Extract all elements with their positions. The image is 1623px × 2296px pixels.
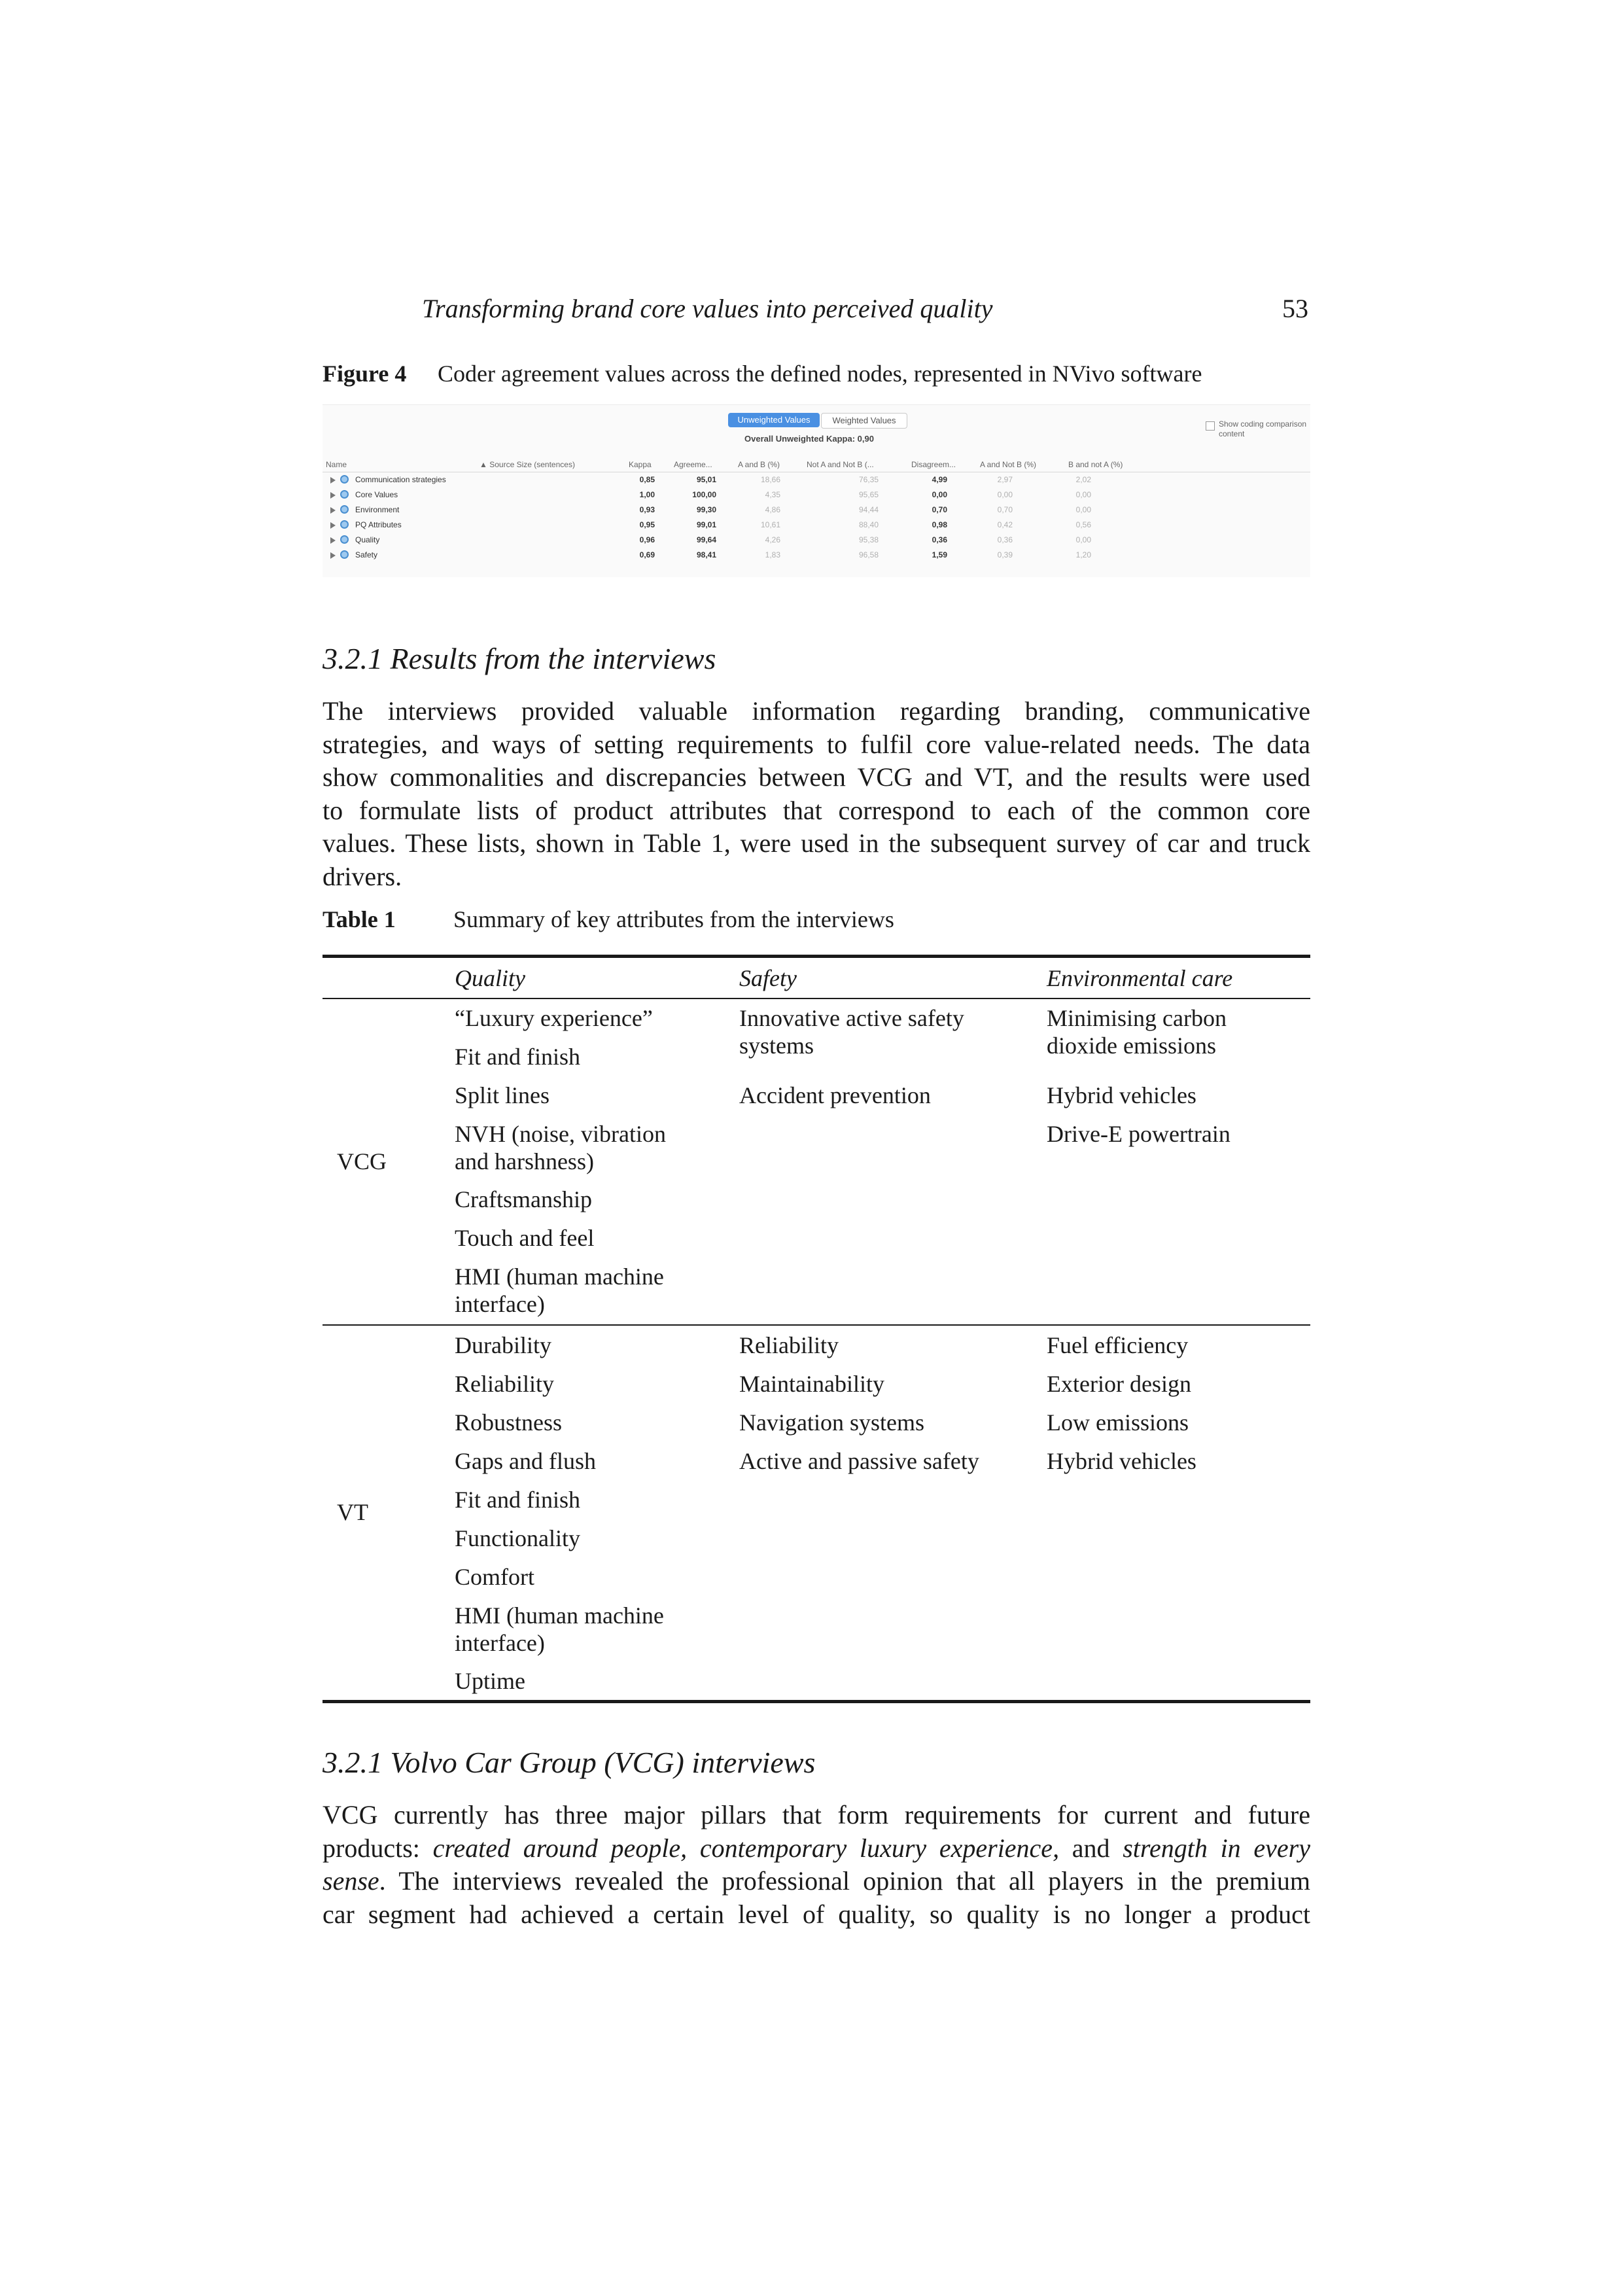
table-row[interactable] xyxy=(323,533,1147,548)
tab-weighted-values[interactable]: Weighted Values xyxy=(821,413,907,429)
table-row[interactable] xyxy=(323,518,1147,533)
row-name: Core Values xyxy=(355,490,398,499)
table-cell: Active and passive safety xyxy=(739,1448,979,1474)
table-cell: HMI (human machine xyxy=(455,1602,664,1629)
text-run-italic: created around people, contemporary luxury experience, xyxy=(432,1833,1060,1863)
row-name: Quality xyxy=(355,535,380,544)
paragraph-line: show commonalities and discrepancies between VCG and VT, and the results were used xyxy=(323,762,1310,792)
disclosure-triangle-icon[interactable] xyxy=(330,507,336,514)
node-icon xyxy=(340,490,349,499)
show-coding-label: Show coding comparison content xyxy=(1219,419,1307,438)
row-a-and-b: 4,35 xyxy=(765,490,780,499)
table-cell: and harshness) xyxy=(455,1148,594,1174)
table-header-environmental-care: Environmental care xyxy=(1047,965,1233,991)
page-number: 53 xyxy=(1282,294,1308,323)
node-icon xyxy=(340,475,349,484)
table-bottom-rule xyxy=(323,1700,1310,1703)
paragraph-vcg xyxy=(323,1799,1310,1931)
table-row[interactable] xyxy=(323,488,1147,503)
table-cell: Uptime xyxy=(455,1668,525,1694)
row-a-and-b: 18,66 xyxy=(760,475,780,484)
table-header-safety: Safety xyxy=(739,965,797,991)
table-row[interactable] xyxy=(323,473,1147,487)
node-icon xyxy=(340,520,349,529)
table-cell: Fuel efficiency xyxy=(1047,1332,1189,1358)
table-cell: interface) xyxy=(455,1630,545,1656)
col-a-not-b[interactable]: A and Not B (%) xyxy=(980,460,1037,469)
disclosure-triangle-icon[interactable] xyxy=(330,522,336,529)
row-a-not-b: 0,70 xyxy=(997,505,1013,514)
table-cell: Fit and finish xyxy=(455,1487,581,1513)
row-agreement: 98,41 xyxy=(696,550,716,559)
row-agreement: 99,01 xyxy=(696,520,716,529)
text-run-italic: strength in every xyxy=(1123,1833,1310,1863)
row-a-and-b: 4,26 xyxy=(765,535,780,544)
table-cell: Durability xyxy=(455,1332,551,1358)
text-run: . The interviews revealed the professional opinion that all players in the premium xyxy=(379,1866,1310,1896)
table-cell: Exterior design xyxy=(1047,1371,1191,1397)
row-disagreement: 4,99 xyxy=(932,475,947,484)
section-heading-results: 3.2.1 Results from the interviews xyxy=(323,642,716,675)
row-not-a-not-b: 94,44 xyxy=(858,505,879,514)
table-cell: Maintainability xyxy=(739,1371,884,1397)
table-header-quality: Quality xyxy=(455,965,525,991)
paragraph-line: VCG currently has three major pillars that form requirements for current and future xyxy=(323,1800,1310,1829)
table-cell: Touch and feel xyxy=(455,1225,595,1251)
paragraph-line: strategies, and ways of setting requirements to fulfil core value-related needs. The data xyxy=(323,729,1310,759)
table-cell: Hybrid vehicles xyxy=(1047,1448,1196,1474)
table-group-rule xyxy=(323,1324,1310,1326)
col-source-size-label: Source Size (sentences) xyxy=(489,460,575,469)
table-cell: Drive-E powertrain xyxy=(1047,1121,1230,1147)
row-not-a-not-b: 95,65 xyxy=(858,490,879,499)
row-not-a-not-b: 88,40 xyxy=(858,520,879,529)
table-label: Table 1 xyxy=(323,906,396,932)
row-not-a-not-b: 76,35 xyxy=(858,475,879,484)
overall-kappa: Overall Unweighted Kappa: 0,90 xyxy=(744,434,874,444)
table-row[interactable] xyxy=(323,503,1147,518)
paragraph-line: The interviews provided valuable information regarding branding, communicative xyxy=(323,696,1310,726)
section-heading-vcg-interviews: 3.2.1 Volvo Car Group (VCG) interviews xyxy=(323,1746,816,1779)
paragraph-line: car segment had achieved a certain level of quality, so quality is no longer a product xyxy=(323,1899,1310,1929)
text-run: products: xyxy=(323,1833,433,1863)
table-cell: Fit and finish xyxy=(455,1044,581,1070)
table-cell: Innovative active safety xyxy=(739,1005,964,1031)
row-agreement: 100,00 xyxy=(692,490,716,499)
table-cell: Hybrid vehicles xyxy=(1047,1082,1196,1108)
row-kappa: 0,96 xyxy=(639,535,655,544)
figure-label: Figure 4 xyxy=(323,361,407,387)
row-kappa: 0,93 xyxy=(639,505,655,514)
row-disagreement: 0,70 xyxy=(932,505,947,514)
paragraph-line xyxy=(323,1832,1310,1865)
col-kappa[interactable]: Kappa xyxy=(629,460,652,469)
table-header-rule xyxy=(323,998,1310,999)
row-disagreement: 0,98 xyxy=(932,520,947,529)
row-disagreement: 1,59 xyxy=(932,550,947,559)
paragraph-line: values. These lists, shown in Table 1, were used in the subsequent survey of car and truck xyxy=(323,828,1310,858)
table-row[interactable] xyxy=(323,548,1147,563)
disclosure-triangle-icon[interactable] xyxy=(330,477,336,484)
row-a-not-b: 0,39 xyxy=(997,550,1013,559)
row-name: Environment xyxy=(355,505,400,514)
table-cell: Craftsmanship xyxy=(455,1186,592,1212)
table-cell: dioxide emissions xyxy=(1047,1033,1216,1059)
row-kappa: 1,00 xyxy=(639,490,655,499)
table-caption-text: Summary of key attributes from the interviews xyxy=(453,906,894,932)
table-cell: Low emissions xyxy=(1047,1409,1189,1436)
row-b-not-a: 2,02 xyxy=(1075,475,1091,484)
table-caption xyxy=(323,906,894,933)
table-cell: HMI (human machine xyxy=(455,1263,664,1290)
group-label-vt: VT xyxy=(337,1499,368,1525)
row-disagreement: 0,00 xyxy=(932,490,947,499)
paragraph-line xyxy=(323,1865,1310,1898)
row-name: Communication strategies xyxy=(355,475,446,484)
row-disagreement: 0,36 xyxy=(932,535,947,544)
row-kappa: 0,69 xyxy=(639,550,655,559)
row-b-not-a: 0,00 xyxy=(1075,490,1091,499)
table-cell: Minimising carbon xyxy=(1047,1005,1227,1031)
row-a-not-b: 0,42 xyxy=(997,520,1013,529)
table-cell: interface) xyxy=(455,1291,545,1317)
table-cell: Functionality xyxy=(455,1525,580,1551)
text-run-italic: sense xyxy=(323,1866,379,1896)
row-a-not-b: 2,97 xyxy=(997,475,1013,484)
tab-unweighted-values[interactable]: Unweighted Values xyxy=(728,413,820,427)
nvivo-screenshot xyxy=(323,404,1310,577)
row-b-not-a: 1,20 xyxy=(1075,550,1091,559)
table-cell: systems xyxy=(739,1033,814,1059)
table-cell: Reliability xyxy=(739,1332,839,1358)
table-cell: Comfort xyxy=(455,1564,534,1590)
row-b-not-a: 0,00 xyxy=(1075,535,1091,544)
table-cell: Gaps and flush xyxy=(455,1448,596,1474)
row-not-a-not-b: 95,38 xyxy=(858,535,879,544)
col-b-not-a[interactable]: B and not A (%) xyxy=(1068,460,1123,469)
table-top-rule xyxy=(323,955,1310,958)
row-a-and-b: 10,61 xyxy=(760,520,780,529)
group-label-vcg: VCG xyxy=(337,1148,387,1174)
disclosure-triangle-icon[interactable] xyxy=(330,537,336,544)
row-b-not-a: 0,56 xyxy=(1075,520,1091,529)
disclosure-triangle-icon[interactable] xyxy=(330,492,336,499)
table-cell: Split lines xyxy=(455,1082,550,1108)
row-a-and-b: 4,86 xyxy=(765,505,780,514)
paragraph-line: to formulate lists of product attributes that correspond to each of the common core xyxy=(323,795,1310,825)
table-cell: Robustness xyxy=(455,1409,563,1436)
row-kappa: 0,85 xyxy=(639,475,655,484)
disclosure-triangle-icon[interactable] xyxy=(330,552,336,559)
table-cell: Accident prevention xyxy=(739,1082,931,1108)
show-coding-checkbox[interactable] xyxy=(1206,421,1215,431)
row-name: PQ Attributes xyxy=(355,520,402,529)
col-disagreement[interactable]: Disagreem... xyxy=(911,460,956,469)
table-cell: “Luxury experience” xyxy=(455,1005,653,1031)
table-header xyxy=(323,459,1310,472)
row-a-not-b: 0,36 xyxy=(997,535,1013,544)
paragraph-results xyxy=(323,695,1310,893)
running-header-title: Transforming brand core values into perceived quality xyxy=(422,294,993,323)
paragraph-line: drivers. xyxy=(323,861,402,891)
figure-caption-text: Coder agreement values across the defined nodes, represented in NVivo software xyxy=(438,361,1202,387)
row-a-and-b: 1,83 xyxy=(765,550,780,559)
row-agreement: 95,01 xyxy=(696,475,716,484)
col-a-and-b[interactable]: A and B (%) xyxy=(738,460,780,469)
col-agreement[interactable]: Agreeme... xyxy=(674,460,712,469)
col-source-size[interactable]: ▲ Source Size (sentences) xyxy=(480,460,575,469)
node-icon xyxy=(340,550,349,559)
table-cell: NVH (noise, vibration xyxy=(455,1121,666,1147)
node-icon xyxy=(340,535,349,544)
row-agreement: 99,64 xyxy=(696,535,716,544)
row-a-not-b: 0,00 xyxy=(997,490,1013,499)
figure-caption xyxy=(323,360,1202,387)
row-not-a-not-b: 96,58 xyxy=(858,550,879,559)
row-b-not-a: 0,00 xyxy=(1075,505,1091,514)
row-kappa: 0,95 xyxy=(639,520,655,529)
table-cell: Reliability xyxy=(455,1371,554,1397)
node-icon xyxy=(340,505,349,514)
col-not-a-not-b[interactable]: Not A and Not B (... xyxy=(807,460,874,469)
row-name: Safety xyxy=(355,550,378,559)
col-name[interactable]: Name xyxy=(326,460,347,469)
text-run: and xyxy=(1059,1833,1123,1863)
table-cell: Navigation systems xyxy=(739,1409,924,1436)
row-agreement: 99,30 xyxy=(696,505,716,514)
